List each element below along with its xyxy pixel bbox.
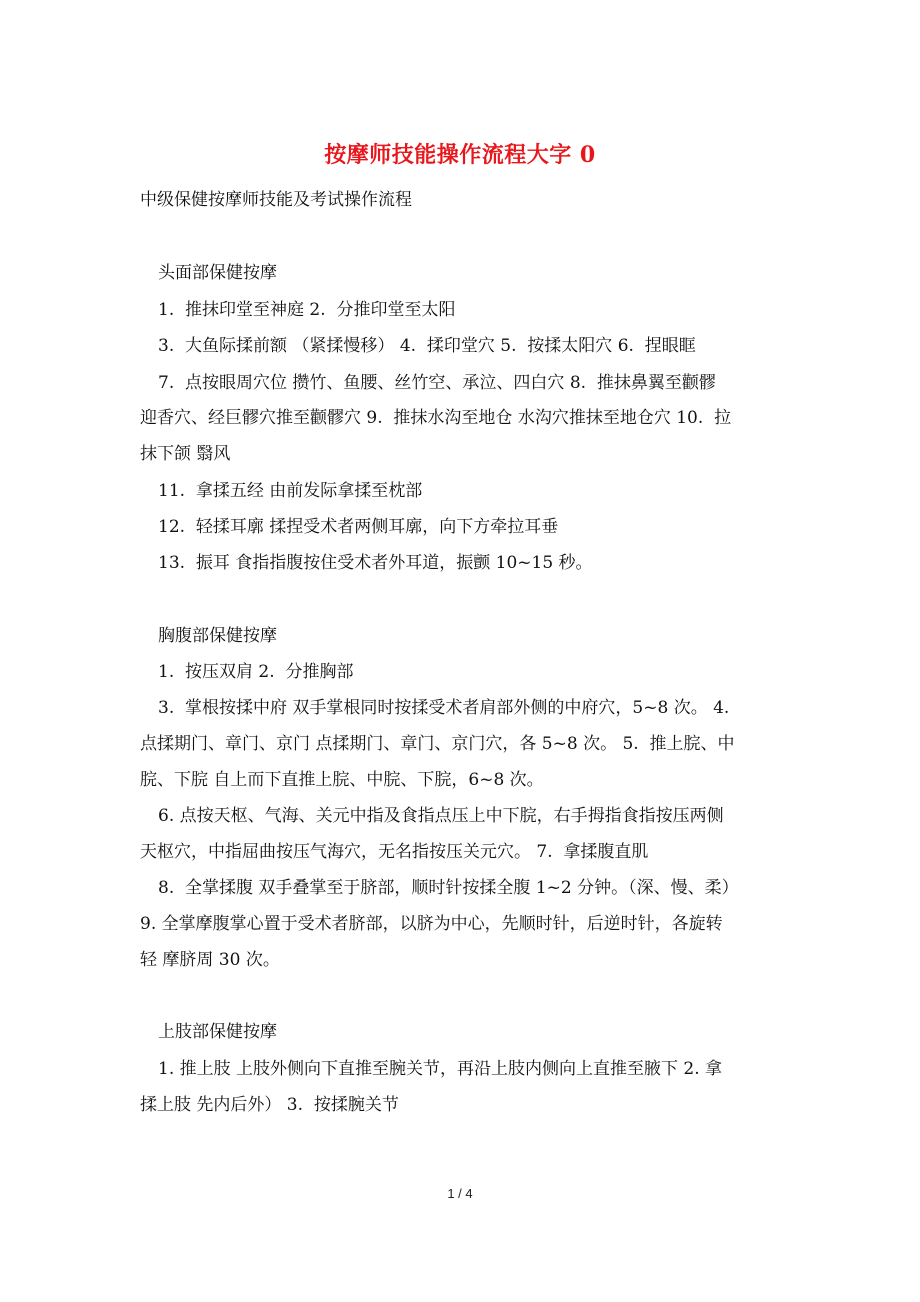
paragraph-line: 脘、下脘 自上而下直推上脘、中脘、下脘，6~8 次。 — [140, 770, 544, 790]
paragraph-line: 揉上肢 先内后外） 3. 按揉腕关节 — [140, 1095, 399, 1115]
paragraph-line: 3. 大鱼际揉前额 （紧揉慢移） 4. 揉印堂穴 5. 按揉太阳穴 6. 捏眼眶 — [158, 336, 696, 356]
paragraph-line: 1. 按压双肩 2. 分推胸部 — [158, 662, 354, 682]
paragraph-line: 天枢穴，中指屈曲按压气海穴，无名指按压关元穴。 7. 拿揉腹直肌 — [140, 842, 649, 862]
paragraph-line: 11. 拿揉五经 由前发际拿揉至枕部 — [158, 481, 423, 501]
document-title: 按摩师技能操作流程大字 0 — [324, 142, 596, 168]
paragraph-line: 点揉期门、章门、京门 点揉期门、章门、京门穴，各 5~8 次。 5. 推上脘、中 — [140, 734, 735, 754]
paragraph-line: 9. 全掌摩腹掌心置于受术者脐部，以脐为中心，先顺时针，后逆时针，各旋转 — [140, 914, 723, 934]
paragraph-line: 8. 全掌揉腹 双手叠掌至于脐部，顺时针按揉全腹 1~2 分钟。（深、慢、柔） — [158, 878, 739, 898]
paragraph-line: 6. 点按天枢、气海、关元中指及食指点压上中下脘，右手拇指食指按压两侧 — [158, 806, 724, 826]
paragraph-line: 3. 掌根按揉中府 双手掌根同时按揉受术者肩部外侧的中府穴，5~8 次。 4. — [158, 698, 730, 718]
document-subtitle: 中级保健按摩师技能及考试操作流程 — [140, 190, 412, 210]
paragraph-line: 13. 振耳 食指指腹按住受术者外耳道，振颤 10~15 秒。 — [158, 553, 593, 573]
section-heading: 胸腹部保健按摩 — [158, 626, 277, 646]
paragraph-line: 抹下颌 翳风 — [140, 444, 231, 464]
section-heading: 头面部保健按摩 — [158, 263, 277, 283]
section-heading: 上肢部保健按摩 — [158, 1022, 277, 1042]
paragraph-line: 轻 摩脐周 30 次。 — [140, 950, 280, 970]
paragraph-line: 迎香穴、经巨髎穴推至颧髎穴 9. 推抹水沟至地仓 水沟穴推抹至地仓穴 10. 拉 — [140, 408, 732, 428]
page-number: 1 / 4 — [447, 1186, 473, 1201]
paragraph-line: 7. 点按眼周穴位 攒竹、鱼腰、丝竹空、承泣、四白穴 8. 推抹鼻翼至颧髎 — [158, 373, 716, 393]
paragraph-line: 1. 推抹印堂至神庭 2. 分推印堂至太阳 — [158, 300, 456, 320]
paragraph-line: 1. 推上肢 上肢外侧向下直推至腕关节，再沿上肢内侧向上直推至腋下 2. 拿 — [158, 1059, 723, 1079]
paragraph-line: 12. 轻揉耳廓 揉捏受术者两侧耳廓，向下方牵拉耳垂 — [158, 517, 559, 537]
